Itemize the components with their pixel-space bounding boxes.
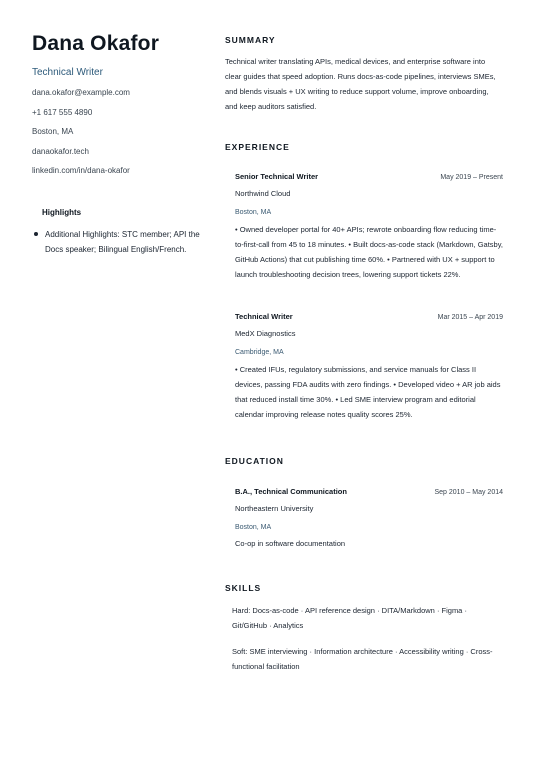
main-content — [225, 35, 503, 674]
education-dates: Sep 2010 – May 2014 — [434, 489, 503, 496]
job-dates: Mar 2015 – Apr 2019 — [437, 314, 503, 321]
education-entry — [235, 487, 503, 551]
candidate-role: Technical Writer — [32, 67, 103, 78]
highlights-heading: Highlights — [42, 208, 82, 217]
contact-phone[interactable]: +1 617 555 4890 — [32, 107, 93, 117]
job-company: Northwind Cloud — [235, 189, 291, 198]
education-heading: EDUCATION — [225, 456, 284, 466]
job-location: Cambridge, MA — [235, 349, 284, 356]
skills-heading: SKILLS — [225, 583, 262, 593]
job-title: Senior Technical Writer — [235, 172, 319, 181]
summary-text: Technical writer translating APIs, medical devices, and enterprise software into clear guides that speed adoption. Runs docs-as-code pipelines, interviews SMEs, and blends visuals + UX writing to reduce support volume, improve onboarding, and keep auditors satisfied. — [225, 57, 496, 111]
job-location: Boston, MA — [235, 209, 272, 216]
contact-list — [32, 88, 202, 176]
job-title: Technical Writer — [235, 312, 293, 321]
job-header — [235, 172, 503, 181]
job-description: • Created IFUs, regulatory submissions, and service manuals for Class II devices, passing FDA audits with zero findings. • Developed video + AR job aids that reduced install time 30%. • Led SME interview program and editorial calendar improving release notes quality scores 25%. — [235, 365, 501, 419]
degree-title: B.A., Technical Communication — [235, 487, 347, 496]
contact-email[interactable]: dana.okafor@example.com — [32, 88, 130, 97]
education-note: Co-op in software documentation — [235, 539, 346, 548]
contact-linkedin[interactable]: linkedin.com/in/dana-okafor — [32, 166, 130, 175]
sidebar — [32, 30, 202, 257]
experience-heading: EXPERIENCE — [225, 142, 290, 152]
highlight-text: Additional Highlights: STC member; API the Docs speaker; Bilingual English/French. — [45, 230, 200, 254]
experience-section — [225, 142, 503, 422]
skills-section — [225, 583, 503, 674]
highlight-item — [32, 227, 202, 257]
education-header — [235, 487, 503, 496]
job-description: • Owned developer portal for 40+ APIs; rewrote onboarding flow reducing time-to-first-call from 45 to 18 minutes. • Built docs-as-code stack (Markdown, Gatsby, GitHub Actions) that cut publishing time 60%. • Partnered with UX + support to launch troubleshooting decision trees, lowering support tickets 22%. — [235, 225, 503, 279]
candidate-name: Dana Okafor — [32, 32, 160, 55]
education-section — [225, 456, 503, 551]
hard-skills: Hard: Docs-as-code · API reference design · DITA/Markdown · Figma · Git/GitHub · Analytics — [232, 606, 467, 630]
job-header — [235, 312, 503, 321]
highlights-list — [32, 227, 202, 257]
summary-heading: SUMMARY — [225, 35, 276, 45]
school-name: Northeastern University — [235, 504, 314, 513]
job-entry — [235, 172, 503, 282]
soft-skills: Soft: SME interviewing · Information architecture · Accessibility writing · Cross-functional facilitation — [232, 647, 493, 671]
bullet-icon — [34, 232, 38, 236]
contact-website[interactable]: danaokafor.tech — [32, 146, 89, 156]
job-dates: May 2019 – Present — [440, 174, 503, 181]
summary-section — [225, 35, 503, 114]
job-company: MedX Diagnostics — [235, 329, 296, 338]
school-location: Boston, MA — [235, 524, 272, 531]
contact-location: Boston, MA — [32, 127, 74, 136]
job-entry — [235, 312, 503, 422]
